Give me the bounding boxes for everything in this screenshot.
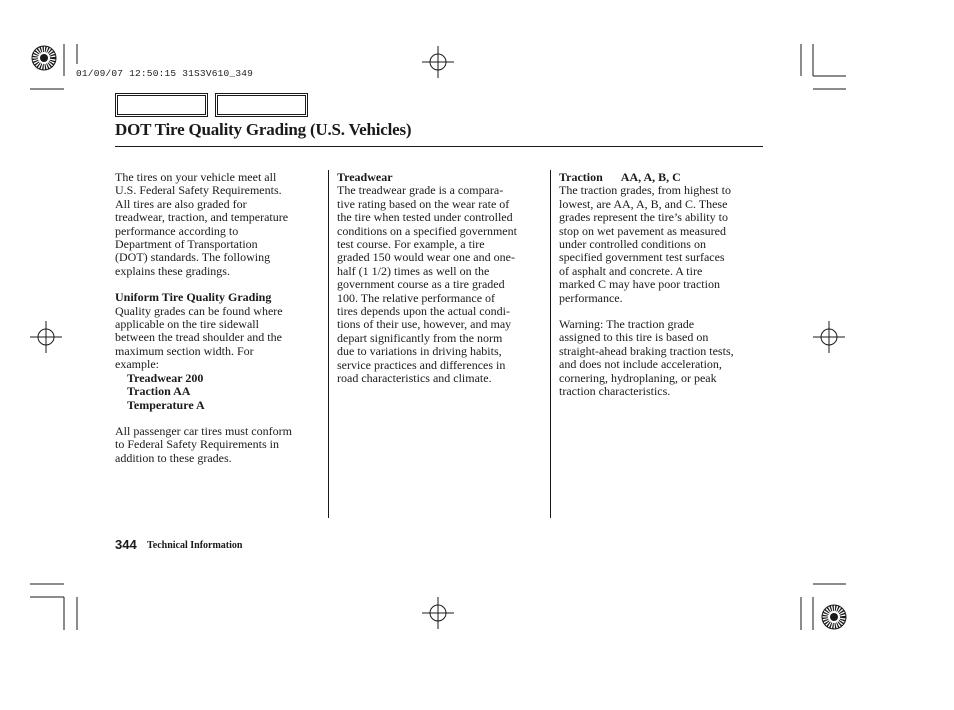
registration-target-bottom [422, 597, 454, 629]
traction-line: performance. [559, 290, 623, 305]
treadwear-line: the tire when tested under controlled [337, 210, 513, 225]
uniform-grading-heading: Uniform Tire Quality Grading [115, 290, 272, 305]
warning-line: cornering, hydroplaning, or peak [559, 370, 717, 385]
traction-grades: AA, A, B, C [620, 170, 681, 184]
treadwear-line: service practices and differences in [337, 357, 506, 372]
intro-line: (DOT) standards. The following [115, 250, 271, 265]
treadwear-line: tions of their use, however, and may [337, 317, 512, 332]
index-tab-box-2 [215, 93, 308, 117]
treadwear-line: graded 150 would wear one and one- [337, 250, 515, 265]
treadwear-line: due to variations in driving habits, [337, 344, 502, 359]
example-grade: Treadwear 200 [127, 370, 204, 385]
treadwear-line: road characteristics and climate. [337, 371, 492, 386]
sunburst-target-top-left [30, 44, 58, 72]
intro-line: The tires on your vehicle meet all [115, 170, 277, 184]
treadwear-line: conditions on a specified government [337, 223, 517, 238]
traction-line: stop on wet pavement as measured [559, 223, 726, 238]
traction-line: grades represent the tire’s ability to [559, 210, 728, 225]
intro-line: Department of Transportation [115, 237, 258, 252]
treadwear-line: tive rating based on the wear rate of [337, 196, 510, 211]
sunburst-target-bottom-right [820, 603, 848, 631]
closing-line: to Federal Safety Requirements in [115, 437, 279, 452]
title-rule [115, 146, 763, 147]
treadwear-line: government course as a tire graded [337, 277, 505, 292]
registration-target-left [30, 321, 62, 353]
intro-line: treadwear, traction, and temperature [115, 210, 289, 225]
traction-line: marked C may have poor traction [559, 277, 720, 292]
treadwear-line: tires depends upon the actual condi- [337, 304, 510, 319]
treadwear-line: half (1 1/2) times as well on the [337, 263, 490, 278]
example-grade: Temperature A [127, 397, 205, 412]
print-stamp: 01/09/07 12:50:15 31S3V610_349 [76, 68, 254, 79]
intro-line: All tires are also graded for [115, 196, 247, 211]
warning-line: and does not include acceleration, [559, 357, 722, 372]
example-grade: Traction AA [127, 384, 191, 399]
uniform-line: Quality grades can be found where [115, 303, 283, 318]
column-divider-2 [550, 170, 551, 518]
registration-target-top [422, 46, 454, 78]
warning-line: traction characteristics. [559, 384, 671, 399]
column-divider-1 [328, 170, 329, 518]
page-number: 344 [115, 537, 137, 552]
index-tab-box-1 [115, 93, 208, 117]
traction-heading: Traction [559, 170, 603, 184]
traction-heading-row [559, 171, 764, 184]
right-column [559, 171, 764, 399]
treadwear-line: The treadwear grade is a compara- [337, 183, 504, 198]
warning-line: assigned to this tire is based on [559, 330, 709, 345]
section-label: Technical Information [147, 540, 243, 551]
warning-line: straight-ahead braking traction tests, [559, 343, 734, 358]
treadwear-line: depart significantly from the norm [337, 330, 503, 345]
closing-line: addition to these grades. [115, 450, 232, 465]
treadwear-line: 100. The relative performance of [337, 290, 496, 305]
uniform-line: between the tread shoulder and the [115, 330, 282, 345]
treadwear-heading: Treadwear [337, 170, 393, 184]
traction-line: specified government test surfaces [559, 250, 725, 265]
intro-line: performance according to [115, 223, 239, 238]
uniform-line: maximum section width. For [115, 343, 254, 358]
closing-line: All passenger car tires must conform [115, 423, 292, 438]
traction-line: of asphalt and concrete. A tire [559, 263, 703, 278]
treadwear-line: test course. For example, a tire [337, 237, 485, 252]
traction-line: The traction grades, from highest to [559, 183, 731, 198]
uniform-line: example: [115, 357, 159, 372]
middle-column [337, 171, 547, 386]
warning-line: Warning: The traction grade [559, 317, 695, 332]
uniform-line: applicable on the tire sidewall [115, 317, 259, 332]
intro-line: explains these gradings. [115, 263, 230, 278]
left-column [115, 171, 325, 465]
traction-line: under controlled conditions on [559, 237, 706, 252]
page-title: DOT Tire Quality Grading (U.S. Vehicles) [115, 120, 412, 139]
intro-line: U.S. Federal Safety Requirements. [115, 183, 282, 198]
registration-target-right [813, 321, 845, 353]
traction-line: lowest, are AA, A, B, and C. These [559, 196, 728, 211]
